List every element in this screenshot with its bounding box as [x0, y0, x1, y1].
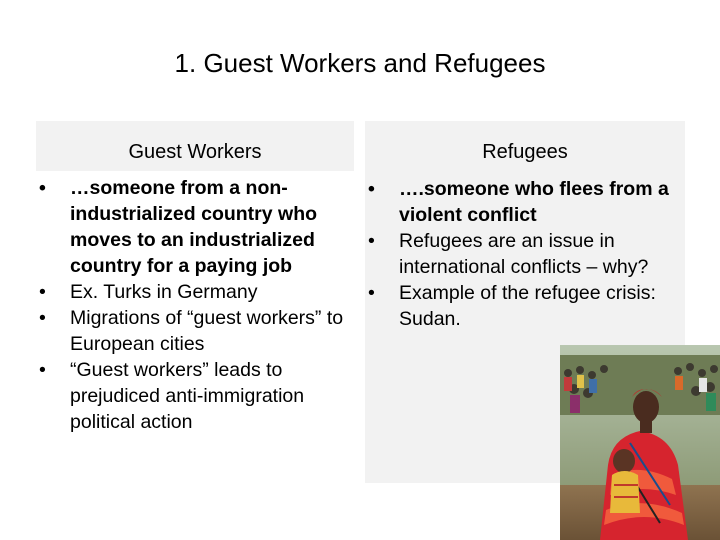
list-item: • Example of the refugee crisis: Sudan.	[365, 280, 685, 332]
refugees-list	[365, 176, 685, 332]
refugees-heading: Refugees	[482, 141, 568, 163]
guest-workers-list	[36, 175, 351, 435]
guest-workers-heading: Guest Workers	[128, 141, 262, 163]
slide-title: 1. Guest Workers and Refugees	[174, 48, 546, 78]
refugee-mother-and-child-photo	[560, 345, 720, 540]
list-item: • “Guest workers” leads to prejudiced anti-immigration political action	[36, 357, 351, 435]
list-item: • Migrations of “guest workers” to European cities	[36, 305, 351, 357]
list-item: • ….someone who flees from a violent conflict	[365, 176, 685, 228]
list-item: • Ex. Turks in Germany	[36, 279, 351, 305]
list-item: • Refugees are an issue in international conflicts – why?	[365, 228, 685, 280]
photo-illustration	[560, 345, 720, 540]
list-item: • …someone from a non-industrialized country who moves to an industrialized country for a paying job	[36, 175, 351, 279]
